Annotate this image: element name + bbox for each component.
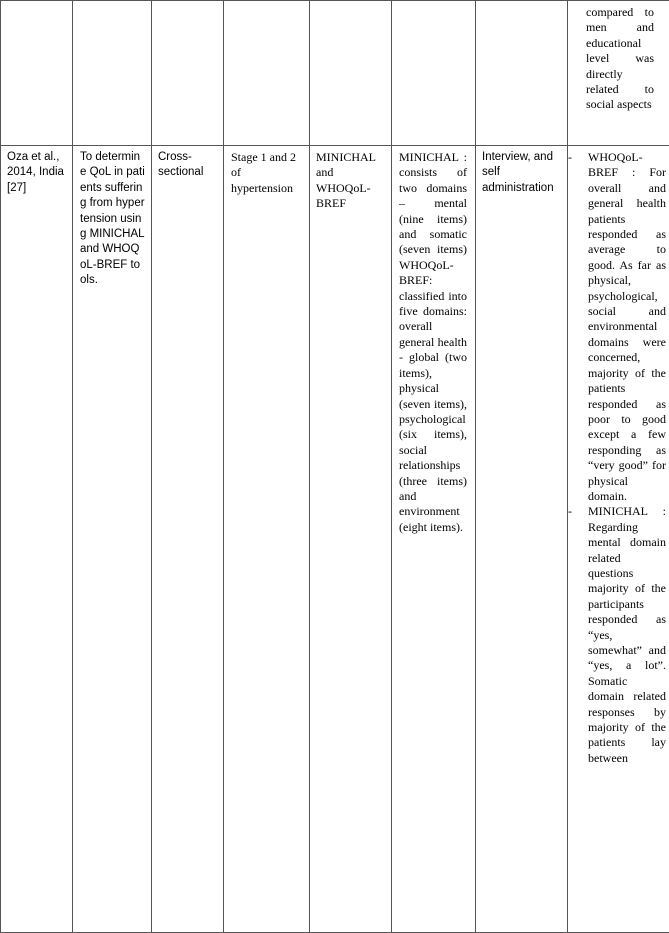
table-row: [1, 146, 669, 933]
study-administration: Interview, and self administration: [476, 146, 567, 196]
design-cell-empty: [152, 1, 224, 146]
list-dash: -: [568, 150, 572, 165]
findings-continued-text: compared to men and educational level was directly related to social aspects: [586, 5, 654, 113]
instrument-cell: [310, 146, 392, 933]
study-citation: Oza et al., 2014, India [27]: [1, 146, 72, 196]
study-cell-empty: [1, 1, 73, 146]
study-aim: To determine QoL in patients suffering from hypertension using MINICHAL and WHOQoL-BREF tools.: [73, 146, 151, 289]
study-design: Cross-sectional: [152, 146, 223, 181]
population-cell: [224, 146, 310, 933]
instrument-cell-empty: [310, 1, 392, 146]
findings-cell: [568, 1, 669, 146]
administration-cell-empty: [476, 1, 568, 146]
list-item: [568, 504, 663, 766]
list-dash: -: [568, 504, 572, 519]
study-instrument: MINICHAL and WHOQoL-BREF: [310, 146, 391, 212]
list-item: [568, 150, 663, 504]
study-domains: MINICHAL : consists of two domains – mental (nine items) and somatic (seven items) WHOQoL-BREF: classified into five domains: overall general health - global (two items), physical (seven items), psychological (six items), social relationships (three items) and environment (eight items).: [392, 146, 475, 535]
aim-cell-empty: [73, 1, 152, 146]
finding-text: WHOQoL-BREF : For overall and general health patients responded as average to good. As far as physical, psychological, social and environmental domains were concerned, majority of the patients responded as poor to good except a few responding as “very good” for physical domain.: [588, 150, 666, 504]
domains-cell: [392, 146, 476, 933]
aim-cell: [73, 146, 152, 933]
study-cell: [1, 146, 73, 933]
study-population: Stage 1 and 2 of hypertension: [224, 146, 309, 196]
design-cell: [152, 146, 224, 933]
administration-cell: [476, 146, 568, 933]
findings-cell: [568, 146, 669, 933]
domains-cell-empty: [392, 1, 476, 146]
table-row: [1, 1, 669, 146]
findings-list: [568, 150, 663, 766]
finding-text: MINICHAL : Regarding mental domain related questions majority of the participants responded as “yes, somewhat” and “yes, a lot”. Somatic domain related responses by majority of the patients lay between: [588, 504, 666, 766]
population-cell-empty: [224, 1, 310, 146]
